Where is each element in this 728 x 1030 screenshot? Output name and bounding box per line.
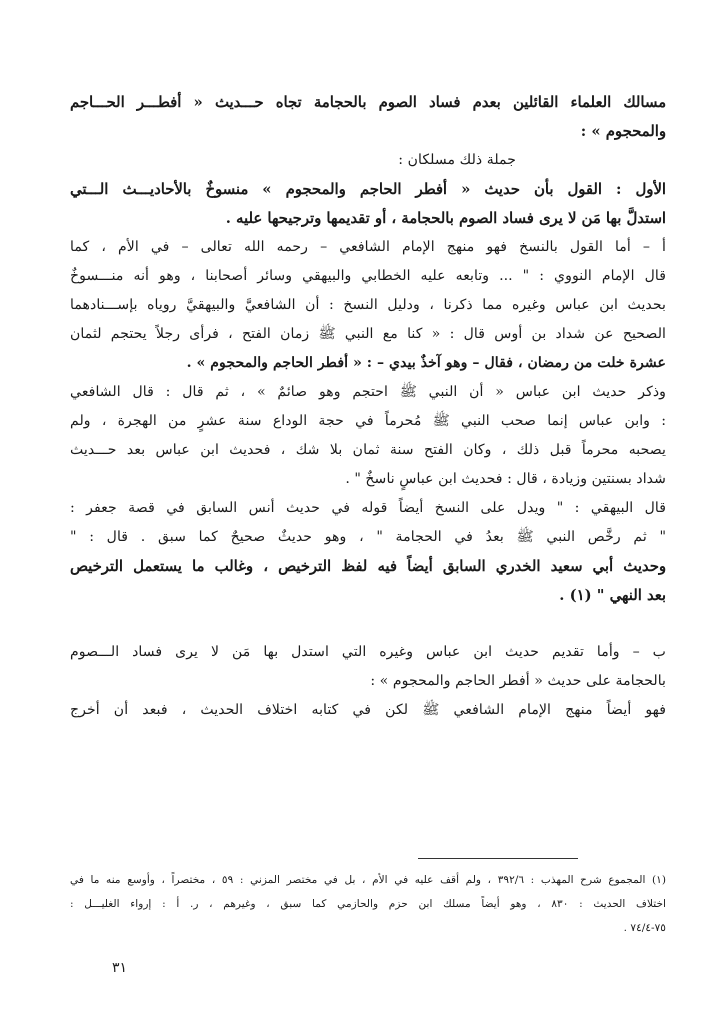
first-approach-line-2: استدلَّ بها مَن لا يرى فساد الصوم بالحجامة ، أو تقديمها وترجيحها عليه . <box>225 210 666 227</box>
intro-line: جملة ذلك مسلكان : <box>398 152 516 168</box>
page-number: ٣١ <box>112 960 128 976</box>
first-approach-line-1: الأول : القول بأن حديث « أفطر الحاجم والمحجوم » منسوخٌ بالأحاديـــث الـــتي <box>70 181 666 198</box>
paragraph-a-line-1: أ – أما القول بالنسخ فهو منهج الإمام الشافعي – رحمه الله تعالى – في الأم ، كما <box>70 239 666 255</box>
paragraph-d-line-2: بالحجامة على حديث « أفطر الحاجم والمحجوم » : <box>370 673 666 689</box>
paragraph-a-line-2: قال الإمام النووي : " ... وتابعه عليه الخطابي والبيهقي وسائر أصحابنا ، وهو أنه منـــسوخٌ <box>70 268 666 284</box>
section-heading-line-2: والمحجوم » : <box>580 123 666 140</box>
section-heading-line-1: مسالك العلماء القائلين بعدم فساد الصوم بالحجامة تجاه حـــديث « أفطـــر الحـــاجم <box>70 94 666 111</box>
paragraph-b-line-1: وذكر حديث ابن عباس « أن النبي ﷺ احتجم وهو صائمٌ » ، ثم قال : قال الشافعي <box>70 384 666 400</box>
footnote-line-1: (١) المجموع شرح المهذب : ٣٩٢/٦ ، ولم أقف عليه في الأم ، بل في مختصر المزني : ٥٩ ، مختصراً ، وأوسع منه ما في <box>70 874 666 886</box>
main-text <box>70 88 666 725</box>
paragraph-c-line-4: بعد النهي " (١) . <box>559 587 666 604</box>
paragraph-a-line-5: عشرة خلت من رمضان ، فقال – وهو آخذٌ بيدي – : « أفطر الحاجم والمحجوم » . <box>186 355 666 371</box>
paragraph-c-line-3: وحديث أبي سعيد الخدري السابق أيضاً فيه لفظ الترخيص ، وغالب ما يستعمل الترخيص <box>70 558 666 575</box>
paragraph-d-line-1: ب – وأما تقديم حديث ابن عباس وغيره التي استدل بها مَن لا يرى فساد الـــصوم <box>70 644 666 660</box>
paragraph-d-line-3: فهو أيضاً منهج الإمام الشافعي ﷺ لكن في كتابه اختلاف الحديث ، فبعد أن أخرج <box>70 702 666 718</box>
paragraph-c-line-2: " ثم رخَّص النبي ﷺ بعدُ في الحجامة " ، وهو حديثٌ صحيحٌ كما سبق . قال : " <box>70 529 666 545</box>
paragraph-a-line-3: بحديث ابن عباس وغيره مما ذكرنا ، ودليل النسخ : أن الشافعيَّ والبيهقيَّ روياه بإســـنادهما <box>70 297 666 313</box>
footnote-separator <box>418 858 578 859</box>
paragraph-a-line-4: الصحيح عن شداد بن أوس قال : « كنا مع النبي ﷺ زمان الفتح ، فرأى رجلاً يحتجم لثمان <box>70 326 666 342</box>
paragraph-b-line-4: شداد بسنتين وزيادة ، قال : فحديث ابن عباسٍ ناسخٌ " . <box>345 471 666 487</box>
footnote-line-2: اختلاف الحديث : ٨٣٠ ، وهو أيضاً مسلك ابن حزم والحازمي كما سبق ، وغيرهم ، ر. أ : إرواء الغليـــل : <box>70 898 666 910</box>
paragraph-b-line-3: يصحبه محرماً قبل ذلك ، وكان الفتح سنة ثمان بلا شك ، فحديث ابن عباس بعد حـــديث <box>70 442 666 458</box>
paragraph-c-line-1: قال البيهقي : " ويدل على النسخ أيضاً قوله في حديث أنس السابق في قصة جعفر : <box>70 500 666 516</box>
paragraph-spacer <box>70 610 666 638</box>
paragraph-b-line-2: : وابن عباس إنما صحب النبي ﷺ مُحرماً في حجة الوداع سنة عشرٍ من الهجرة ، ولم <box>70 413 666 429</box>
footnote-line-3: ٧٥-٧٤/٤ . <box>623 922 666 934</box>
footnotes <box>70 868 666 940</box>
